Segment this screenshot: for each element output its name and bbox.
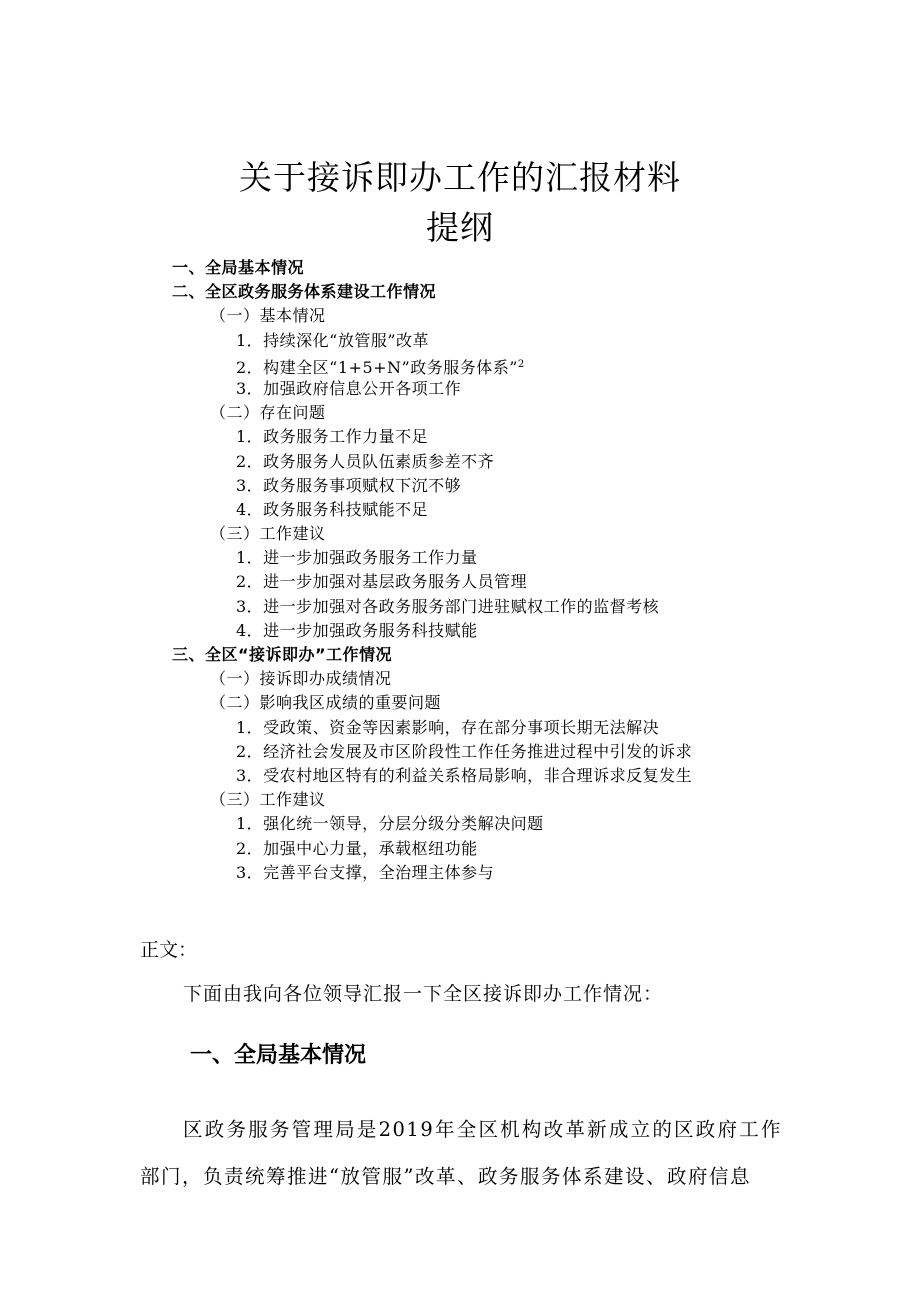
outline-item-text: 3．完善平台支撑，全治理主体参与: [236, 862, 495, 882]
outline-item-text: 4．进一步加强政务服务科技赋能: [236, 620, 478, 640]
footnote-marker: 2: [517, 358, 525, 370]
outline-item-level3: [0, 740, 920, 764]
outline-item-level2: [0, 401, 920, 425]
outline-item-text: 3．进一步加强对各政务服务部门进驻赋权工作的监督考核: [236, 596, 660, 616]
outline-item-text: 二、全区政务服务体系建设工作情况: [172, 282, 437, 302]
outline-item-level2: [0, 691, 920, 715]
outline-item-level3: [0, 861, 920, 885]
outline-item-text: 4．政务服务科技赋能不足: [236, 499, 429, 519]
outline-item-level3: [0, 498, 920, 522]
outline-item-level3: [0, 425, 920, 449]
document-title: 关于接诉即办工作的汇报材料: [239, 158, 681, 197]
outline-item-text: 1．政务服务工作力量不足: [236, 427, 429, 447]
outline-item-text: 2．进一步加强对基层政务服务人员管理: [236, 572, 528, 592]
outline-item-level3: [0, 329, 920, 353]
outline-item-level3: [0, 619, 920, 643]
intro-sentence: 下面由我向各位领导汇报一下全区接诉即办工作情况：: [183, 983, 664, 1005]
outline-item-text: 2．经济社会发展及市区阶段性工作任务推进过程中引发的诉求: [236, 741, 693, 761]
outline-item-text: （一）接诉即办成绩情况: [210, 669, 392, 689]
outline-item-level3: [0, 377, 920, 401]
outline-item-text: （二）存在问题: [210, 403, 326, 423]
outline-item-text: 1．进一步加强政务服务工作力量: [236, 548, 478, 568]
outline-item-level3: [0, 570, 920, 594]
outline-item-level1: [0, 280, 920, 304]
outline-item-level3: [0, 837, 920, 861]
outline-item-text: 3．加强政府信息公开各项工作: [236, 378, 462, 398]
outline-item-level2: [0, 522, 920, 546]
outline-item-text: （一）基本情况: [210, 306, 326, 326]
outline-item-level3: [0, 353, 920, 377]
outline-item-text: 1．持续深化“放管服”改革: [236, 330, 430, 350]
outline-item-level3: [0, 812, 920, 836]
outline-item-text: 三、全区“接诉即办”工作情况: [172, 645, 393, 664]
outline-item-text: 3．受农村地区特有的利益关系格局影响，非合理诉求反复发生: [236, 765, 693, 785]
outline-item-level1: [0, 256, 920, 280]
outline-item-text: 1．强化统一领导，分层分级分类解决问题: [236, 814, 544, 834]
outline-item-level2: [0, 788, 920, 812]
outline-item-text: 2．政务服务人员队伍素质参差不齐: [236, 451, 495, 471]
outline-item-level3: [0, 450, 920, 474]
outline-item-level3: [0, 764, 920, 788]
outline-item-text: 1．受政策、资金等因素影响，存在部分事项长期无法解决: [236, 717, 660, 737]
outline-item-level2: [0, 304, 920, 328]
outline-item-level2: [0, 667, 920, 691]
outline-item-text: （三）工作建议: [210, 790, 326, 810]
outline-item-text: 2．加强中心力量，承载枢纽功能: [236, 838, 478, 858]
body-paragraph: 区政务服务管理局是2019年全区机构改革新成立的区政府工作部门，负责统筹推进“放管服”改革、政务服务体系建设、政府信息: [140, 1118, 782, 1188]
outline-item-level1: [0, 643, 920, 667]
outline-list: [0, 256, 920, 885]
outline-item-text: 一、全局基本情况: [172, 258, 305, 277]
outline-item-text: 2．构建全区“1+5+N”政务服务体系”: [236, 357, 518, 377]
outline-item-level3: [0, 474, 920, 498]
outline-item-level3: [0, 595, 920, 619]
section-heading: 一、全局基本情况: [190, 1043, 367, 1068]
outline-item-text: （三）工作建议: [210, 524, 326, 544]
outline-item-text: （二）影响我区成绩的重要问题: [210, 693, 442, 713]
document-subtitle: 提纲: [426, 208, 494, 247]
body-label: 正文：: [140, 939, 198, 961]
outline-item-text: 3．政务服务事项赋权下沉不够: [236, 475, 462, 495]
outline-item-level3: [0, 716, 920, 740]
outline-item-level3: [0, 546, 920, 570]
